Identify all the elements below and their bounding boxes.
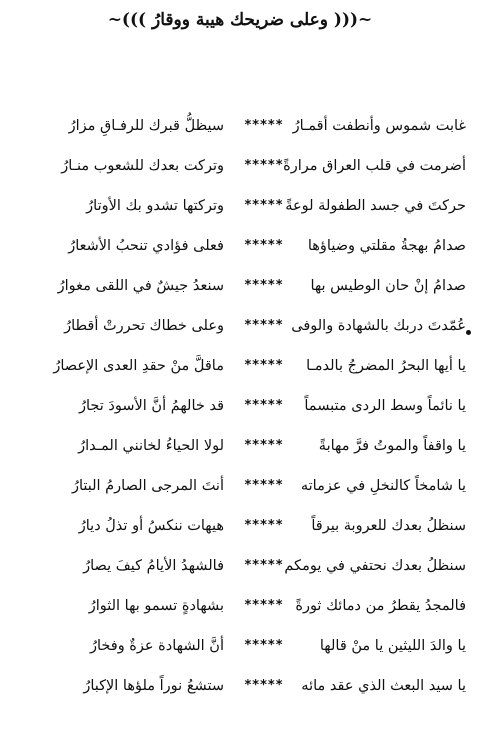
verse-row: [0, 274, 480, 314]
verse-separator-stars: *****: [244, 358, 284, 373]
verse-second-hemistich: أنَّ الشهادة عزةٌ وفخارُ: [89, 638, 224, 654]
verse-second-hemistich: ماقلَّ منْ حقدِ العدى الإعصارُ: [53, 358, 224, 374]
verse-second-hemistich: وعلى خطاك تحررتْ أقطارُ: [64, 318, 224, 334]
verse-first-hemistich: غابت شموس وأنطفت أقمـارُ: [292, 118, 466, 134]
verse-separator-stars: *****: [244, 278, 284, 293]
verse-separator-stars: *****: [244, 438, 284, 453]
verse-row: [0, 234, 480, 274]
verse-first-hemistich: صدامُ إنْ حان الوطيس بها: [310, 278, 466, 294]
verse-first-hemistich: حركتَ في جسد الطفولة لوعةً: [285, 198, 466, 214]
verse-second-hemistich: ستشعُ نوراً ملؤها الإكبارُ: [83, 678, 224, 694]
verse-first-hemistich: يا أيها البحرُ المضرجُ بالدمـا: [306, 358, 466, 374]
verse-first-hemistich: يا والدَ الليثين يا منْ قالها: [319, 638, 466, 654]
verse-row: [0, 354, 480, 394]
verse-first-hemistich: فالمجدُ يقطرُ من دمائك ثورةً: [295, 598, 466, 614]
verse-second-hemistich: قد خالهمُ أنَّ الأسودَ تجارُ: [79, 398, 224, 414]
verse-second-hemistich: وتركت بعدك للشعوب منـارُ: [61, 158, 224, 174]
verse-row: [0, 114, 480, 154]
verse-second-hemistich: فالشهدُ الأيامُ كيفَ يصارُ: [83, 558, 224, 574]
verse-row: [0, 154, 480, 194]
verse-row: [0, 394, 480, 434]
verse-separator-stars: *****: [244, 598, 284, 613]
verse-first-hemistich: يا واقفاً والموتُ فرَّ مهابةً: [318, 438, 466, 454]
verse-second-hemistich: بشهادةٍ تسمو بها الثوارُ: [88, 598, 224, 614]
verse-second-hemistich: سنعدُ جيشٌ في اللقى مغوارُ: [57, 278, 224, 294]
verse-separator-stars: *****: [244, 398, 284, 413]
verse-row: [0, 514, 480, 554]
verse-second-hemistich: وتركتها تشدو بك الأوتارُ: [86, 198, 224, 214]
verse-separator-stars: *****: [244, 238, 284, 253]
verse-row: [0, 554, 480, 594]
verse-second-hemistich: أنتَ المرجى الصارمُ البتارُ: [71, 478, 224, 494]
verse-row: [0, 674, 480, 714]
verse-separator-stars: *****: [244, 198, 284, 213]
ink-dot-mark: [466, 330, 471, 335]
verse-separator-stars: *****: [244, 558, 284, 573]
verse-second-hemistich: هيهات ننكسُ أو تذلُ ديارُ: [78, 518, 224, 534]
verse-second-hemistich: سيظلُّ قبرك للرفـاقِ مزارُ: [68, 118, 224, 134]
verse-separator-stars: *****: [244, 678, 284, 693]
verse-first-hemistich: يا شامخاً كالنخلِ في عزماته: [300, 478, 466, 494]
verse-first-hemistich: سنظلُ بعدك نحتفي في يومكم: [284, 558, 466, 574]
verse-separator-stars: *****: [244, 518, 284, 533]
verse-second-hemistich: فعلى فؤادي تنحبُ الأشعارُ: [68, 238, 224, 254]
verse-row: [0, 194, 480, 234]
verse-first-hemistich: عُمّدتَ دربك بالشهادة والوفى: [291, 318, 466, 334]
poem-title: ~((( وعلى ضريحك هيبة ووقارُ )))~: [107, 10, 373, 30]
verse-separator-stars: *****: [244, 318, 284, 333]
verse-separator-stars: *****: [244, 638, 284, 653]
verse-separator-stars: *****: [244, 118, 284, 133]
verse-first-hemistich: صدامُ بهجةُ مقلتي وضياؤها: [307, 238, 466, 254]
verse-first-hemistich: يا سيد البعث الذي عقد مائه: [301, 678, 466, 694]
verse-first-hemistich: سنظلُ بعدك للعروبة بيرقاً: [311, 518, 466, 534]
verse-first-hemistich: أضرمت في قلب العراق مرارةً: [283, 158, 466, 174]
verse-separator-stars: *****: [244, 478, 284, 493]
verse-first-hemistich: يا نائماً وسط الردى متبسماً: [304, 398, 466, 414]
verse-second-hemistich: لولا الحياءُ لخانني المـدارُ: [78, 438, 224, 454]
verse-row: [0, 594, 480, 634]
verse-row: [0, 474, 480, 514]
verse-row: [0, 634, 480, 674]
verse-list: [0, 114, 480, 714]
verse-row: [0, 314, 480, 354]
verse-row: [0, 434, 480, 474]
verse-separator-stars: *****: [244, 158, 284, 173]
